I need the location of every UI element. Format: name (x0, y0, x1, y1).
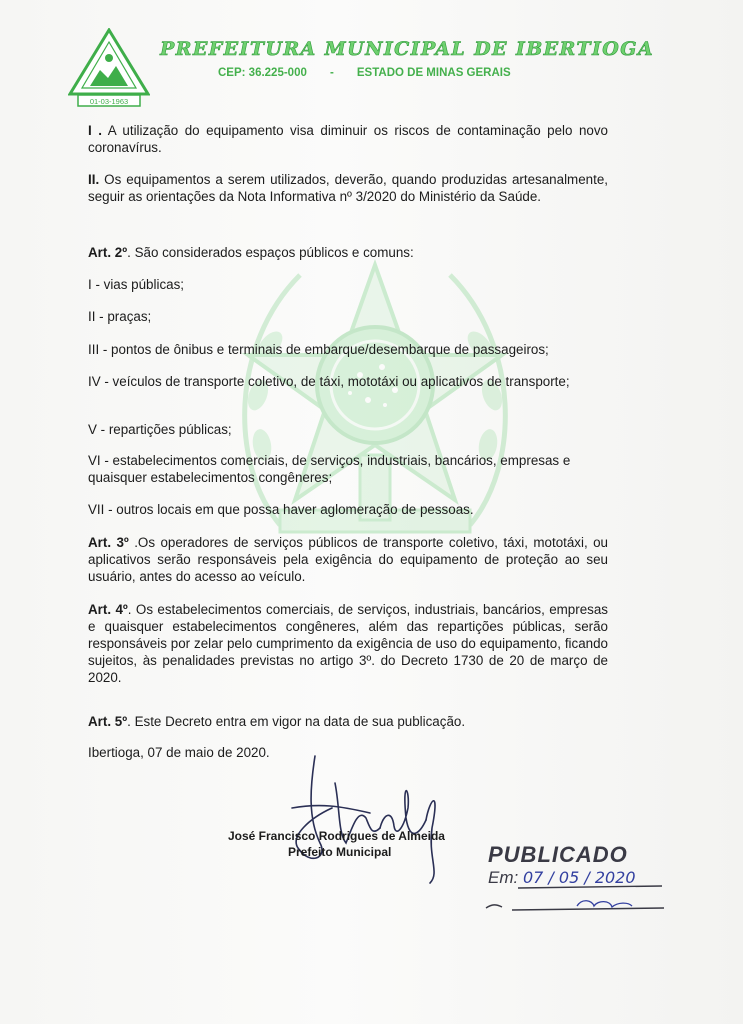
article-3-label: Art. 3º (88, 535, 129, 550)
paragraph-i (88, 122, 608, 156)
handwritten-signature (280, 748, 480, 888)
article-5-label: Art. 5º (88, 714, 128, 729)
article-5 (88, 713, 608, 730)
municipal-logo-icon (68, 28, 150, 108)
signatory-role: Prefeito Municipal (288, 845, 392, 859)
article-2 (88, 244, 608, 261)
header-subtitle (218, 67, 511, 79)
paragraph-ii (88, 171, 608, 205)
article-2-text: . São considerados espaços públicos e comuns: (127, 245, 414, 260)
signatory-name: José Francisco Rodrigues de Almeida (228, 829, 445, 843)
header-title: PREFEITURA MUNICIPAL DE IBERTIOGA (160, 38, 654, 60)
article-4 (88, 601, 608, 686)
paragraph-i-text: A utilização do equipamento visa diminuir os riscos de contaminação pelo novo coronavírus. (88, 123, 608, 155)
article-2-label: Art. 2º (88, 245, 128, 260)
stamp-title: PUBLICADO (488, 842, 628, 867)
article-4-label: Art. 4º (88, 602, 128, 617)
paragraph-ii-text: Os equipamentos a serem utilizados, deverão, quando produzidas artesanalmente, seguir as orientações da Nota Informativa nº 3/2020 do Ministério da Saúde. (88, 172, 608, 204)
list-item-7: VII - outros locais em que possa haver aglomeração de pessoas. (88, 502, 474, 517)
stamp-lines (482, 870, 672, 920)
article-3 (88, 534, 608, 585)
article-3-text: .Os operadores de serviços públicos de transporte coletivo, táxi, mototáxi, ou aplicativos serão responsáveis pela exigência do equipamento de proteção ao seu usuário, antes do acesso ao veículo. (88, 535, 608, 584)
header-state: ESTADO DE MINAS GERAIS (356, 67, 511, 79)
stamp-em-label: Em: (488, 868, 519, 887)
list-item-5: V - repartições públicas; (88, 422, 232, 437)
header-cep: CEP: 36.225-000 (218, 67, 307, 79)
paragraph-i-label: I . (88, 123, 102, 138)
article-4-text: . Os estabelecimentos comerciais, de serviços, industriais, bancários, empresas e quaisquer estabelecimentos congêneres, além das repartições públicas, serão responsáveis por zelar pelo cumprimento da exigência de uso do equipamento, ficando sujeitos, às penalidades previstas no artigo 3º. do Decreto 1730 de 20 de março de 2020. (88, 602, 608, 685)
stamp-date: 07 / 05 / 2020 (522, 868, 636, 887)
list-item-3: III - pontos de ônibus e terminais de embarque/desembarque de passageiros; (88, 342, 549, 357)
logo-date: 01-03-1963 (89, 97, 129, 106)
list-item-2: II - praças; (88, 309, 152, 324)
list-item-1: I - vias públicas; (88, 277, 185, 292)
paragraph-ii-label: II. (88, 172, 100, 187)
list-item-6: VI - estabelecimentos comerciais, de serviços, industriais, bancários, empresas e quaisquer estabelecimentos congêneres; (88, 453, 571, 485)
list-item-4: IV - veículos de transporte coletivo, de táxi, mototáxi ou aplicativos de transporte; (88, 374, 570, 389)
article-5-text: . Este Decreto entra em vigor na data de sua publicação. (127, 714, 466, 729)
header-separator: - (329, 67, 334, 79)
place-date: Ibertioga, 07 de maio de 2020. (88, 745, 270, 760)
